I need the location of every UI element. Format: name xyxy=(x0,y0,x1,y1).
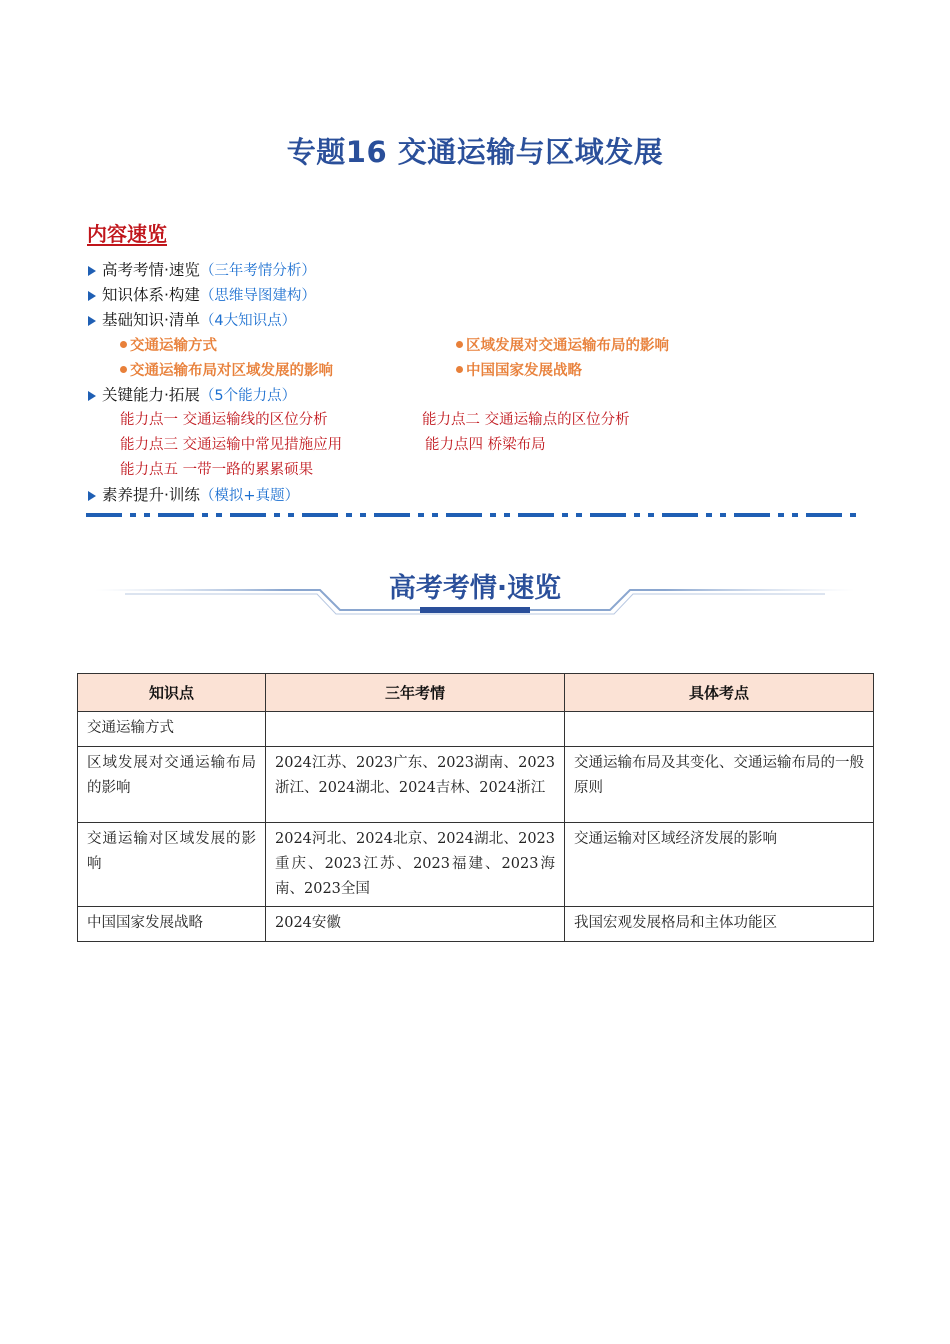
ability-point: 能力点三 交通运输中常见措施应用 xyxy=(120,437,343,453)
table-cell: 我国宏观发展格局和主体功能区 xyxy=(565,907,874,942)
outline-section xyxy=(88,258,868,283)
section-label: 素养提升·训练 xyxy=(102,486,200,504)
ability-point-row xyxy=(88,458,868,483)
triangle-bullet-icon xyxy=(88,266,96,276)
table-cell xyxy=(266,712,565,747)
section-label: 高考考情·速览 xyxy=(102,261,200,279)
table-cell xyxy=(565,712,874,747)
knowledge-point: 交通运输布局对区域发展的影响 xyxy=(120,358,333,383)
exam-analysis-table xyxy=(77,673,874,942)
column-header: 具体考点 xyxy=(565,674,874,712)
column-header: 三年考情 xyxy=(266,674,565,712)
page-title: 专题16 交通运输与区域发展 xyxy=(286,135,664,169)
outline-section xyxy=(88,483,868,508)
triangle-bullet-icon xyxy=(88,491,96,501)
triangle-bullet-icon xyxy=(88,391,96,401)
section-note: （5个能力点） xyxy=(199,388,297,404)
table-cell: 2024江苏、2023广东、2023湖南、2023浙江、2024湖北、2024吉林、2024浙江 xyxy=(266,747,565,823)
triangle-bullet-icon xyxy=(88,316,96,326)
section-banner-title: 高考考情·速览 xyxy=(388,573,562,604)
ability-point: 能力点四 桥梁布局 xyxy=(425,437,546,453)
bullet-dot-icon xyxy=(120,366,127,373)
table-cell: 交通运输方式 xyxy=(78,712,266,747)
content-outline xyxy=(88,258,868,508)
table-cell: 交通运输布局及其变化、交通运输布局的一般原则 xyxy=(565,747,874,823)
knowledge-point-row xyxy=(88,333,868,358)
dashed-divider xyxy=(86,512,864,518)
section-label: 关键能力·拓展 xyxy=(102,386,200,404)
ability-point: 能力点二 交通运输点的区位分析 xyxy=(422,412,630,428)
section-note: （思维导图建构） xyxy=(199,288,316,304)
table-cell: 2024安徽 xyxy=(266,907,565,942)
section-note: （模拟+真题） xyxy=(199,488,300,504)
bullet-dot-icon xyxy=(456,366,463,373)
ability-point: 能力点一 交通运输线的区位分析 xyxy=(120,412,328,428)
table-row xyxy=(78,712,874,747)
column-header: 知识点 xyxy=(78,674,266,712)
knowledge-point-row xyxy=(88,358,868,383)
overview-heading: 内容速览 xyxy=(87,222,167,246)
section-note: （4大知识点） xyxy=(199,313,297,329)
triangle-bullet-icon xyxy=(88,291,96,301)
section-label: 基础知识·清单 xyxy=(102,311,200,329)
ability-point-row xyxy=(88,433,868,458)
table-cell: 2024河北、2024北京、2024湖北、2023重庆、2023江苏、2023福建、2023海南、2023全国 xyxy=(266,823,565,907)
table-header-row xyxy=(78,674,874,712)
outline-section xyxy=(88,383,868,408)
table-cell: 区域发展对交通运输布局的影响 xyxy=(78,747,266,823)
outline-section xyxy=(88,308,868,333)
table-row xyxy=(78,747,874,823)
section-note: （三年考情分析） xyxy=(199,263,316,279)
ability-point-row xyxy=(88,408,868,433)
ability-point: 能力点五 一带一路的累累硕果 xyxy=(120,462,314,478)
knowledge-point: 中国国家发展战略 xyxy=(456,358,582,383)
table-row xyxy=(78,823,874,907)
knowledge-point: 区域发展对交通运输布局的影响 xyxy=(456,333,669,358)
table-cell: 交通运输对区域发展的影响 xyxy=(78,823,266,907)
outline-section xyxy=(88,283,868,308)
table-row xyxy=(78,907,874,942)
section-label: 知识体系·构建 xyxy=(102,286,200,304)
knowledge-point: 交通运输方式 xyxy=(120,333,217,358)
table-cell: 中国国家发展战略 xyxy=(78,907,266,942)
table-cell: 交通运输对区域经济发展的影响 xyxy=(565,823,874,907)
bullet-dot-icon xyxy=(120,341,127,348)
bullet-dot-icon xyxy=(456,341,463,348)
